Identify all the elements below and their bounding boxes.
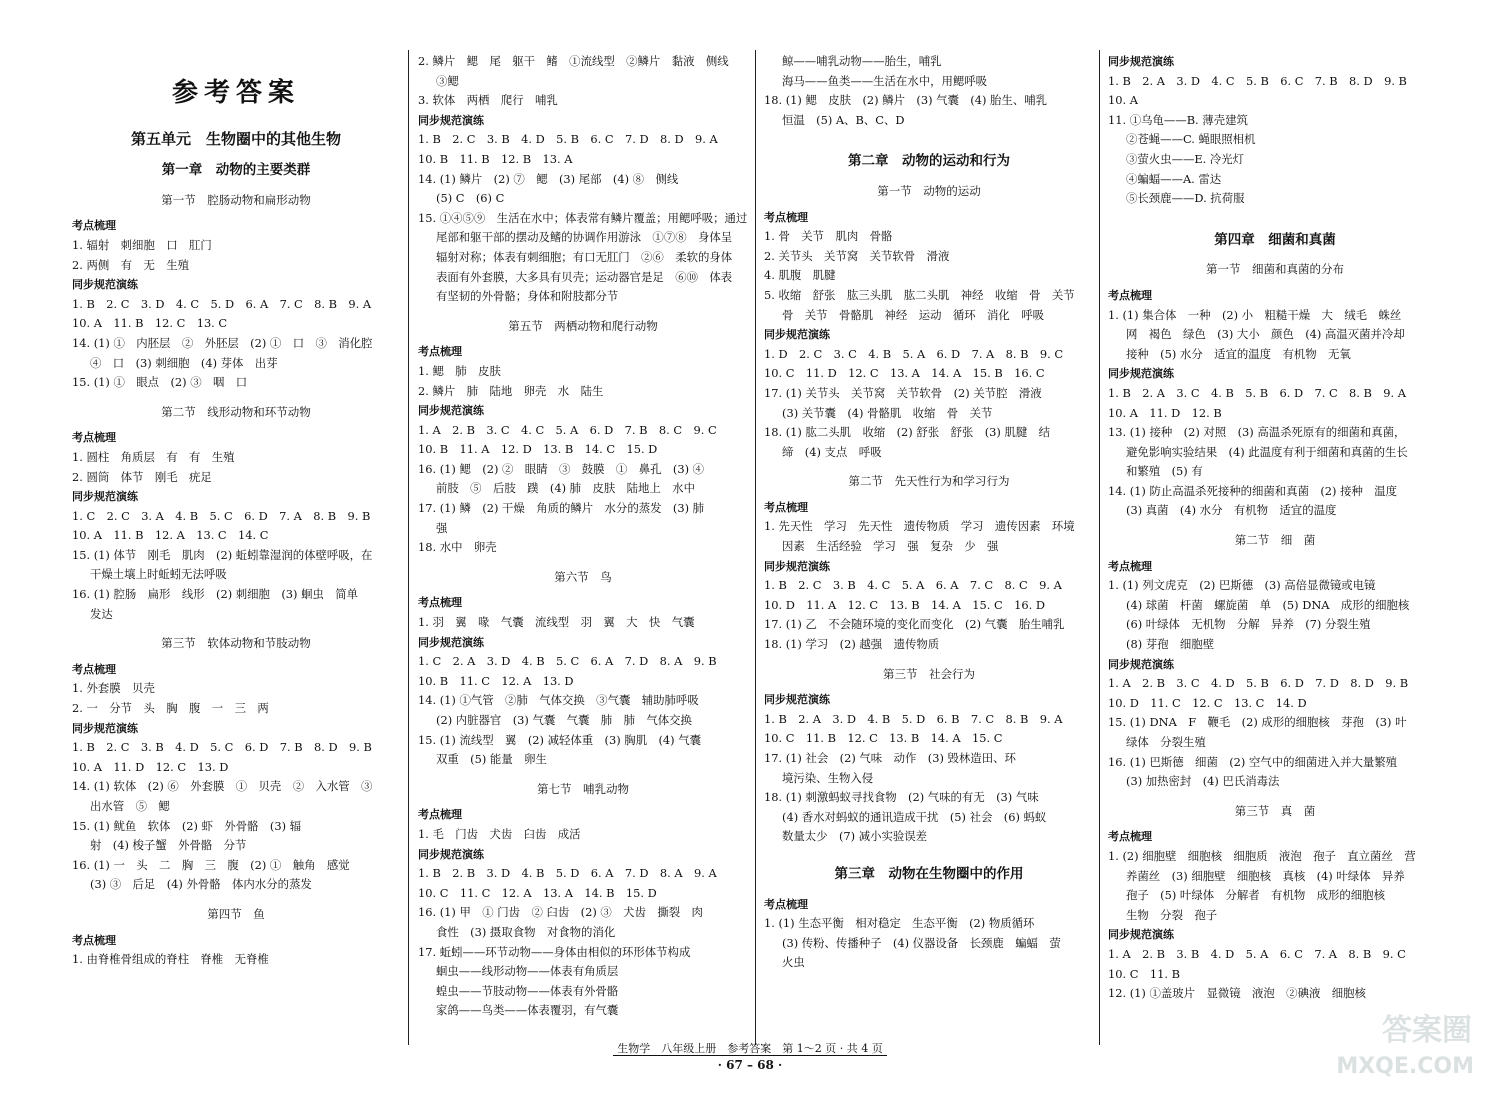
- label-kaodian: 考点梳理: [1108, 559, 1152, 573]
- answer-line: 避免影响实验结果 (4) 此温度有利于细菌和真菌的生长: [1126, 444, 1408, 459]
- answer-line: ⑤长颈鹿——D. 抗荷服: [1126, 191, 1245, 206]
- answer-line: 火虫: [782, 955, 805, 970]
- list: [764, 227, 1094, 325]
- list: [418, 421, 748, 558]
- answer-line: 前肢 ⑤ 后肢 蹼 (4) 肺 皮肤 陆地上 水中: [436, 481, 695, 496]
- answer-line: 孢子 (5) 叶绿体 分解者 有机物 成形的细胞核: [1126, 888, 1385, 903]
- answer-line: 1. 由脊椎骨组成的脊柱 脊椎 无脊椎: [72, 952, 269, 967]
- answer-line: 14. (1) ①气管 ②肺 气体交换 ③气囊 辅助肺呼吸: [418, 693, 699, 708]
- unit-heading: 第五单元 生物圈中的其他生物: [130, 129, 341, 148]
- section-heading: 第二节 线形动物和环节动物: [161, 404, 311, 419]
- label-kaodian: 考点梳理: [72, 431, 116, 445]
- answer-line: 网 褐色 绿色 (3) 大小 颜色 (4) 高温灭菌并冷却: [1126, 327, 1405, 342]
- list: [72, 507, 400, 625]
- answer-line: 1. 毛 门齿 犬齿 臼齿 成活: [418, 826, 581, 841]
- answer-line: 2. 关节头 关节窝 关节软骨 滑液: [764, 248, 950, 263]
- chapter-heading: 第四章 细菌和真菌: [1214, 231, 1336, 248]
- label-tongbu: 同步规范演练: [1108, 657, 1174, 671]
- answer-line: 2. 圆筒 体节 刚毛 疣足: [72, 469, 212, 484]
- answer-line: 10. D 11. C 12. C 13. C 14. D: [1108, 695, 1307, 710]
- answer-line: 家鸽——鸟类——体表覆羽，有气囊: [436, 1003, 619, 1018]
- answer-line: 15. (1) DNA F 鞭毛 (2) 成形的细胞核 芽孢 (3) 叶: [1108, 715, 1407, 730]
- column-divider: [408, 50, 409, 1045]
- answer-line: 10. C 11. D 12. C 13. A 14. A 15. B 16. C: [764, 366, 1045, 381]
- answer-line: 绿体 分裂生殖: [1126, 735, 1206, 749]
- answer-line: 18. 水中 卵壳: [418, 540, 497, 555]
- answer-line: 3. 软体 两栖 爬行 哺乳: [418, 93, 558, 108]
- answer-line: 发达: [90, 606, 113, 621]
- answer-line: 15. (1) 流线型 翼 (2) 减轻体重 (3) 胸肌 (4) 气囊: [418, 732, 702, 747]
- list: [1108, 847, 1442, 925]
- answer-line: 1. B 2. A 3. D 4. B 5. D 6. B 7. C 8. B 9. A: [764, 711, 1063, 726]
- answer-line: 15. (1) 体节 刚毛 肌肉 (2) 蚯蚓靠湿润的体壁呼吸，在: [72, 547, 373, 562]
- answer-line: 食性 (3) 摄取食物 对食物的消化: [436, 924, 616, 939]
- answer-line: (2) 内脏器官 (3) 气囊 气囊 肺 肺 气体交换: [436, 713, 692, 727]
- answer-line: 11. ①乌龟——B. 薄壳建筑: [1108, 112, 1248, 127]
- watermark-text: 答案圈: [1382, 1013, 1472, 1048]
- chapter-heading: 第二章 动物的运动和行为: [848, 153, 1010, 170]
- answer-line: 4. 肌腹 肌腱: [764, 268, 836, 283]
- answer-line: 1. B 2. C 3. B 4. C 5. A 6. A 7. C 8. C 9. A: [764, 578, 1062, 593]
- label-kaodian: 考点梳理: [418, 596, 462, 610]
- answer-line: 2. 一 分节 头 胸 腹 一 三 两: [72, 701, 269, 716]
- list: [418, 52, 748, 111]
- answer-line: 生物 分裂 孢子: [1126, 907, 1218, 922]
- answer-line: 因素 生活经验 学习 强 复杂 少 强: [782, 539, 999, 554]
- answer-line: 养菌丝 (3) 细胞壁 细胞核 真核 (4) 叶绿体 异养: [1126, 868, 1405, 883]
- label-kaodian: 考点梳理: [1108, 288, 1152, 302]
- answer-line: 双重 (5) 能量 卵生: [436, 752, 547, 767]
- answer-line: 10. A 11. B 12. C 13. C: [72, 316, 228, 331]
- footer-caption: [0, 1040, 1500, 1056]
- watermark-url: MXQE.COM: [1336, 1054, 1474, 1079]
- answer-line: 蝗虫——节肢动物——体表有外骨骼: [436, 983, 619, 998]
- answer-line: 尾部和躯干部的摆动及鳍的协调作用游泳 ①⑦⑧ 身体呈: [436, 230, 733, 245]
- list: [1108, 674, 1442, 792]
- answer-line: 1. (1) 生态平衡 相对稳定 生态平衡 (2) 物质循环: [764, 916, 1035, 931]
- list: [764, 517, 1094, 556]
- answer-line: 1. 鳃 肺 皮肤: [418, 363, 501, 378]
- list: [1108, 576, 1442, 654]
- answer-line: 1. 外套膜 贝壳: [72, 681, 155, 696]
- answer-line: 2. 鳞片 肺 陆地 卵壳 水 陆生: [418, 383, 604, 398]
- section-heading: 第二节 细 菌: [1234, 533, 1316, 548]
- label-tongbu: 同步规范演练: [72, 278, 138, 292]
- answer-line: 17. (1) 鳞 (2) 干燥 角质的鳞片 水分的蒸发 (3) 肺: [418, 501, 705, 516]
- section-heading: 第七节 哺乳动物: [537, 781, 629, 796]
- page-title: 参考答案: [171, 78, 300, 108]
- watermark-logo: [1282, 1005, 1482, 1085]
- label-kaodian: 考点梳理: [72, 219, 116, 233]
- answer-line: 18. (1) 学习 (2) 越强 遗传物质: [764, 637, 940, 652]
- label-kaodian: 考点梳理: [418, 345, 462, 359]
- answer-line: 16. (1) 腔肠 扁形 线形 (2) 刺细胞 (3) 蛔虫 简单: [72, 587, 359, 602]
- answer-line: 2. 鳞片 鳃 尾 躯干 鳍 ①流线型 ②鳞片 黏液 侧线: [418, 54, 729, 68]
- label-tongbu: 同步规范演练: [418, 113, 484, 127]
- answer-line: (4) 香水对蚂蚁的通讯造成干扰 (5) 社会 (6) 蚂蚁: [782, 809, 1047, 824]
- answer-line: 1. A 2. B 3. B 4. D 5. A 6. C 7. A 8. B 9. C: [1108, 946, 1406, 961]
- answer-line: 出水管 ⑤ 鳃: [90, 799, 170, 813]
- answer-line: (5) C (6) C: [436, 191, 505, 206]
- answer-line: 17. 蚯蚓——环节动物——身体由相似的环形体节构成: [418, 944, 691, 959]
- label-tongbu: 同步规范演练: [764, 693, 830, 707]
- answer-line: 1. B 2. C 3. B 4. D 5. B 6. C 7. D 8. D 9. A: [418, 132, 718, 147]
- column-divider: [755, 50, 756, 1045]
- list: [1108, 384, 1442, 521]
- column-4: [1108, 52, 1442, 1004]
- answer-line: ③萤火虫——E. 冷光灯: [1126, 151, 1245, 166]
- list: [418, 130, 748, 306]
- answer-line: 恒温 (5) A、B、C、D: [782, 112, 905, 127]
- answer-line: ③鳃: [436, 73, 459, 88]
- list: [1108, 72, 1442, 209]
- answer-line: 18. (1) 刺激蚂蚁寻找食物 (2) 气味的有无 (3) 气味: [764, 790, 1039, 805]
- answer-line: 14. (1) ① 内胚层 ② 外胚层 (2) ① 口 ③ 消化腔: [72, 335, 373, 350]
- column-2: [418, 52, 748, 1021]
- section-heading: 第二节 先天性行为和学习行为: [848, 474, 1010, 489]
- list: [764, 576, 1094, 654]
- answer-line: 境污染、生物入侵: [782, 770, 874, 785]
- answer-line: 1. 圆柱 角质层 有 有 生殖: [72, 449, 235, 464]
- answer-line: 1. C 2. C 3. A 4. B 5. C 6. D 7. A 8. B 9. B: [72, 508, 371, 523]
- answer-line: 18. (1) 肱二头肌 收缩 (2) 舒张 舒张 (3) 肌腱 结: [764, 425, 1051, 440]
- answer-line: 1. (2) 细胞壁 细胞核 细胞质 液泡 孢子 直立菌丝 营: [1108, 848, 1416, 863]
- answer-line: 鲸——哺乳动物——胎生，哺乳: [782, 54, 942, 68]
- section-heading: 第四节 鱼: [207, 906, 265, 921]
- label-tongbu: 同步规范演练: [1108, 55, 1174, 68]
- answer-line: 接种 (5) 水分 适宜的温度 有机物 无氧: [1126, 346, 1351, 361]
- section-heading: 第一节 动物的运动: [877, 183, 981, 198]
- answer-line: (3) 关节囊 (4) 骨骼肌 收缩 骨 关节: [782, 405, 993, 420]
- answer-line: 10. A 11. B 12. A 13. C 14. C: [72, 528, 269, 543]
- column-3: [764, 52, 1094, 973]
- footer-text: 生物学 八年级上册 参考答案 第 1～2 页 · 共 4 页: [613, 1042, 886, 1056]
- answer-line: 1. 羽 翼 喙 气囊 流线型 羽 翼 大 快 气囊: [418, 615, 695, 630]
- answer-line: 10. B 11. B 12. B 13. A: [418, 151, 573, 166]
- answer-line: 1. A 2. B 3. C 4. C 5. A 6. D 7. B 8. C 9. C: [418, 422, 717, 437]
- answer-line: 15. (1) 鱿鱼 软体 (2) 虾 外骨骼 (3) 辐: [72, 818, 302, 833]
- list: [72, 738, 400, 895]
- answer-line: 5. 收缩 舒张 肱三头肌 肱二头肌 神经 收缩 骨 关节: [764, 287, 1075, 302]
- answer-line: (4) 球菌 杆菌 螺旋菌 单 (5) DNA 成形的细胞核: [1126, 597, 1410, 612]
- answer-line: 10. C 11. B 12. C 13. B 14. A 15. C: [764, 731, 1003, 746]
- answer-line: (6) 叶绿体 无机物 分解 异养 (7) 分裂生殖: [1126, 617, 1371, 632]
- list: [418, 652, 748, 770]
- answer-line: 10. B 11. C 12. A 13. D: [418, 673, 574, 688]
- list: [1108, 306, 1442, 365]
- answer-line: 13. (1) 接种 (2) 对照 (3) 高温杀死原有的细菌和真菌，: [1108, 425, 1406, 440]
- answer-line: 1. (1) 列文虎克 (2) 巴斯德 (3) 高倍显微镜或电镜: [1108, 578, 1376, 593]
- answer-line: 10. A 11. D 12. B: [1108, 405, 1222, 420]
- answer-line: 16. (1) 巴斯德 细菌 (2) 空气中的细菌进入并大量繁殖: [1108, 754, 1398, 769]
- list: [418, 825, 748, 845]
- answer-line: 1. 先天性 学习 先天性 遗传物质 学习 遗传因素 环境: [764, 519, 1075, 534]
- answer-line: 1. (1) 集合体 一种 (2) 小 粗糙干燥 大 绒毛 蛛丝: [1108, 307, 1402, 322]
- answer-line: 16. (1) 鳃 (2) ② 眼睛 ③ 鼓膜 ① 鼻孔 (3) ④: [418, 461, 705, 476]
- answer-line: 表面有外套膜，大多具有贝壳；运动器官是足 ⑥⑩ 体表: [436, 269, 733, 284]
- section-heading: 第五节 两栖动物和爬行动物: [508, 318, 658, 333]
- page-number: · 67 – 68 ·: [717, 1058, 783, 1072]
- answer-line: 骨 关节 骨骼肌 神经 运动 循环 消化 呼吸: [782, 307, 1044, 322]
- answer-line: 干燥土壤上时蚯蚓无法呼吸: [90, 567, 227, 582]
- label-kaodian: 考点梳理: [418, 808, 462, 822]
- label-tongbu: 同步规范演练: [418, 635, 484, 649]
- list: [72, 448, 400, 487]
- answer-line: 数量太少 (7) 减小实验误差: [782, 829, 928, 844]
- label-tongbu: 同步规范演练: [764, 328, 830, 342]
- answer-line: 2. 两侧 有 无 生殖: [72, 257, 190, 272]
- list: [764, 345, 1094, 463]
- answer-line: 辐射对称；体表有刺细胞；有口无肛门 ②⑥ 柔软的身体: [436, 249, 733, 264]
- list: [418, 362, 748, 401]
- answer-line: 1. C 2. A 3. D 4. B 5. C 6. A 7. D 8. A 9. B: [418, 654, 717, 669]
- answer-line: 蛔虫——线形动物——体表有角质层: [436, 964, 619, 979]
- answer-line: 1. 辐射 刺细胞 口 肛门: [72, 237, 212, 252]
- answer-line: 17. (1) 社会 (2) 气味 动作 (3) 毁林造田、环: [764, 751, 1016, 765]
- answer-line: ②苍蝇——C. 蝇眼照相机: [1126, 132, 1256, 147]
- list: [764, 710, 1094, 847]
- section-heading: 第六节 鸟: [554, 569, 612, 584]
- list: [1108, 945, 1442, 1004]
- answer-line: 射 (4) 梭子蟹 外骨骼 分节: [90, 838, 247, 853]
- label-tongbu: 同步规范演练: [72, 490, 138, 504]
- label-tongbu: 同步规范演练: [764, 559, 830, 573]
- answer-line: 10. B 11. A 12. D 13. B 14. C 15. D: [418, 442, 658, 457]
- list: [72, 295, 400, 393]
- answer-line: 17. (1) 关节头 关节窝 关节软骨 (2) 关节腔 滑液: [764, 385, 1042, 400]
- list: [72, 679, 400, 718]
- section-heading: 第三节 真 菌: [1234, 803, 1316, 818]
- answer-line: 缔 (4) 支点 呼吸: [782, 444, 882, 459]
- label-tongbu: 同步规范演练: [418, 847, 484, 861]
- answer-line: 15. ①④⑤⑨ 生活在水中；体表常有鳞片覆盖；用鳃呼吸；通过: [418, 210, 748, 225]
- chapter-heading: 第三章 动物在生物圈中的作用: [834, 865, 1024, 882]
- answer-line: 1. B 2. B 3. D 4. B 5. D 6. A 7. D 8. A 9. A: [418, 866, 717, 881]
- list: [418, 613, 748, 633]
- list: [72, 236, 400, 275]
- answer-line: 有坚韧的外骨骼；身体和附肢都分节: [436, 289, 619, 304]
- answer-line: ④蝙蝠——A. 雷达: [1126, 171, 1222, 186]
- answer-line: 1. D 2. C 3. C 4. B 5. A 6. D 7. A 8. B 9. C: [764, 346, 1064, 361]
- list: [764, 914, 1094, 973]
- answer-line: 1. A 2. B 3. C 4. D 5. B 6. D 7. D 8. D 9. B: [1108, 676, 1409, 691]
- list: [764, 52, 1094, 130]
- answer-line: 强: [436, 520, 448, 535]
- answer-line: 1. B 2. A 3. D 4. C 5. B 6. C 7. B 8. D 9. B: [1108, 73, 1407, 88]
- answer-line: 14. (1) 软体 (2) ⑥ 外套膜 ① 贝壳 ② 入水管 ③: [72, 779, 373, 794]
- chapter-heading: 第一章 动物的主要类群: [161, 162, 311, 179]
- answer-line: 和繁殖 (5) 有: [1126, 464, 1203, 479]
- list: [72, 950, 400, 970]
- label-tongbu: 同步规范演练: [72, 721, 138, 735]
- answer-line: (8) 芽孢 细胞壁: [1126, 637, 1215, 652]
- column-1: [72, 48, 400, 970]
- answer-line: (3) ③ 后足 (4) 外骨骼 体内水分的蒸发: [90, 877, 312, 892]
- answer-line: 10. A 11. D 12. C 13. D: [72, 759, 229, 774]
- answer-line: 1. 骨 关节 肌肉 骨骼: [764, 229, 893, 244]
- answer-line: 10. D 11. A 12. C 13. B 14. A 15. C 16. D: [764, 597, 1046, 612]
- list: [418, 864, 748, 1021]
- label-tongbu: 同步规范演练: [418, 404, 484, 418]
- section-heading: 第三节 社会行为: [883, 666, 975, 681]
- answer-line: 10. C 11. B: [1108, 966, 1180, 981]
- label-kaodian: 考点梳理: [764, 210, 808, 224]
- answer-line: (3) 传粉、传播种子 (4) 仪器设备 长颈鹿 蝙蝠 萤: [782, 935, 1061, 950]
- answer-line: 15. (1) ① 眼点 (2) ③ 咽 口: [72, 375, 248, 390]
- section-heading: 第一节 腔肠动物和扁形动物: [161, 192, 311, 207]
- answer-line: 16. (1) 甲 ① 门齿 ② 臼齿 (2) ③ 犬齿 撕裂 肉: [418, 905, 703, 920]
- answer-line: 18. (1) 鳃 皮肤 (2) 鳞片 (3) 气囊 (4) 胎生、哺乳: [764, 93, 1048, 108]
- answer-line: 1. B 2. A 3. C 4. B 5. B 6. D 7. C 8. B 9. A: [1108, 385, 1407, 400]
- label-tongbu: 同步规范演练: [1108, 928, 1174, 942]
- answer-line: ④ 口 (3) 刺细胞 (4) 芽体 出芽: [90, 355, 278, 370]
- label-kaodian: 考点梳理: [764, 500, 808, 514]
- answer-line: 12. (1) ①盖玻片 显微镜 液泡 ②碘液 细胞核: [1108, 986, 1366, 1001]
- answer-line: 14. (1) 鳞片 (2) ⑦ 鳃 (3) 尾部 (4) ⑧ 侧线: [418, 171, 679, 186]
- answer-line: 17. (1) 乙 不会随环境的变化而变化 (2) 气囊 胎生哺乳: [764, 617, 1065, 632]
- answer-line: 10. A: [1108, 93, 1138, 108]
- answer-line: (3) 加热密封 (4) 巴氏消毒法: [1126, 774, 1280, 789]
- column-divider: [1099, 50, 1100, 1045]
- label-tongbu: 同步规范演练: [1108, 367, 1174, 381]
- section-heading: 第三节 软体动物和节肢动物: [161, 636, 311, 651]
- label-kaodian: 考点梳理: [72, 933, 116, 947]
- answer-line: 10. C 11. C 12. A 13. A 14. B 15. D: [418, 885, 657, 900]
- answer-line: 1. B 2. C 3. B 4. D 5. C 6. D 7. B 8. D 9. B: [72, 740, 372, 755]
- section-heading: 第一节 细菌和真菌的分布: [1206, 262, 1344, 277]
- label-kaodian: 考点梳理: [72, 662, 116, 676]
- answer-line: (3) 真菌 (4) 水分 有机物 适宜的温度: [1126, 503, 1337, 518]
- label-kaodian: 考点梳理: [1108, 830, 1152, 844]
- label-kaodian: 考点梳理: [764, 897, 808, 911]
- answer-line: 14. (1) 防止高温杀死接种的细菌和真菌 (2) 接种 温度: [1108, 483, 1398, 498]
- answer-line: 1. B 2. C 3. D 4. C 5. D 6. A 7. C 8. B 9. A: [72, 296, 372, 311]
- answer-line: 16. (1) 一 头 二 胸 三 腹 (2) ① 触角 感觉: [72, 857, 350, 872]
- answer-line: 海马——鱼类——生活在水中，用鳃呼吸: [782, 73, 988, 88]
